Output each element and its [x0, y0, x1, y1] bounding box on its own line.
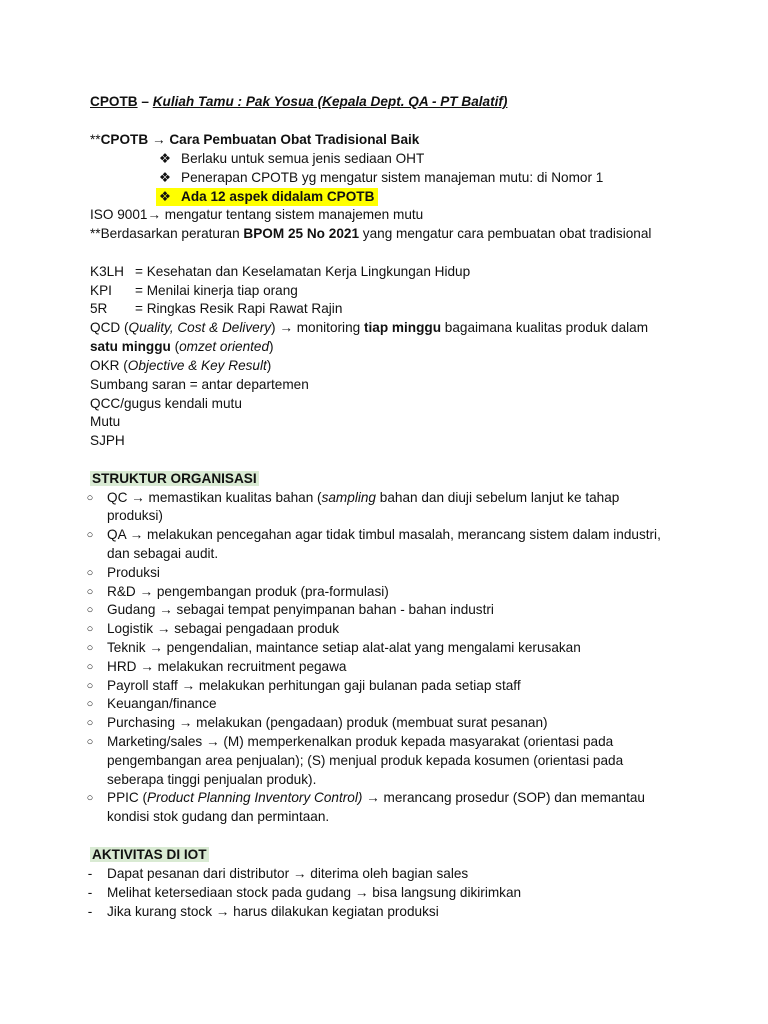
- abbreviation-definition: = Kesehatan dan Keselamatan Kerja Lingkungan Hidup: [135, 264, 471, 279]
- circle-bullet-icon: ○: [86, 623, 94, 635]
- qcd-line-2: [90, 338, 274, 356]
- qcd-line: [90, 319, 648, 337]
- dash-bullet: -: [87, 885, 93, 900]
- diamond-item: Penerapan CPOTB yg mengatur sistem manajeman mutu: di Nomor 1: [181, 170, 604, 185]
- section-heading-aktivitas: [90, 846, 209, 864]
- org-item-text: QC → memastikan kualitas bahan (: [107, 490, 322, 505]
- circle-bullet-icon: ○: [86, 604, 94, 616]
- org-item-rnd: R&D → pengembangan produk (pra-formulasi): [107, 584, 389, 599]
- bpom-pre: **Berdasarkan peraturan: [90, 226, 244, 241]
- activity-item: Dapat pesanan dari distributor → diterima oleh bagian sales: [107, 866, 469, 881]
- circle-bullet-icon: ○: [86, 680, 94, 692]
- misc-line: Mutu: [90, 414, 121, 429]
- circle-bullet-icon: ○: [86, 792, 94, 804]
- abbreviation: 5R: [90, 301, 108, 316]
- iso-line: ISO 9001→ mengatur tentang sistem manajemen mutu: [90, 207, 424, 222]
- qcd-text: QCD (: [90, 320, 129, 335]
- qcd-bold: satu minggu: [90, 339, 171, 354]
- org-item-text: PPIC (: [107, 790, 148, 805]
- definition-stars: **: [90, 132, 101, 147]
- document-title: [90, 93, 507, 111]
- org-item-continuation: pengembangan area penjualan); (S) menjual produk kepada kosumen (orientasi pada: [107, 753, 624, 768]
- org-item-italic: sampling: [321, 490, 376, 505]
- abbreviation-row: [90, 282, 298, 300]
- circle-bullet-icon: ○: [86, 661, 94, 673]
- circle-bullet-icon: ○: [86, 717, 94, 729]
- okr-text: ): [266, 358, 272, 373]
- circle-bullet-icon: ○: [86, 586, 94, 598]
- org-item-payroll: Payroll staff → melakukan perhitungan gaji bulanan pada setiap staff: [107, 678, 521, 693]
- qcd-bold: tiap minggu: [363, 320, 441, 335]
- circle-bullet-icon: ○: [86, 492, 94, 504]
- org-item-continuation: kondisi stok gudang dan permintaan.: [107, 809, 330, 824]
- diamond-item-highlighted: Ada 12 aspek didalam CPOTB: [181, 189, 375, 204]
- dash-bullet: -: [87, 866, 93, 881]
- circle-bullet-icon: ○: [86, 736, 94, 748]
- abbreviation-row: [90, 263, 470, 281]
- org-item-teknik: Teknik → pengendalian, maintance setiap alat-alat yang mengalami kerusakan: [107, 640, 581, 655]
- org-item-purchasing: Purchasing → melakukan (pengadaan) produk (membuat surat pesanan): [107, 715, 548, 730]
- qcd-italic: Quality, Cost & Delivery: [128, 320, 272, 335]
- okr-line: [90, 357, 271, 375]
- misc-line: Sumbang saran = antar departemen: [90, 377, 309, 392]
- title-prefix: CPOTB: [90, 94, 138, 109]
- qcd-text: bagaimana kualitas produk dalam: [441, 320, 649, 335]
- definition-bold: CPOTB → Cara Pembuatan Obat Tradisional Baik: [100, 132, 420, 147]
- org-item-marketing: Marketing/sales → (M) memperkenalkan produk kepada masyarakat (orientasi pada: [107, 734, 614, 749]
- okr-text: OKR (: [90, 358, 128, 373]
- diamond-bullet-icon: ❖: [158, 189, 172, 204]
- org-item-continuation: seberapa tinggi penjualan produk).: [107, 772, 317, 787]
- abbreviation-definition: = Ringkas Resik Rapi Rawat Rajin: [135, 301, 343, 316]
- cpotb-definition: [90, 131, 419, 149]
- title-italic: Kuliah Tamu : Pak Yosua (Kepala Dept. QA - PT Balatif): [152, 94, 508, 109]
- org-item-qc: [107, 489, 619, 507]
- org-item-hrd: HRD → melakukan recruitment pegawa: [107, 659, 347, 674]
- bpom-line: [90, 225, 651, 243]
- activity-item: Melihat ketersediaan stock pada gudang → bisa langsung dikirimkan: [107, 885, 522, 900]
- aktivitas-heading-text: AKTIVITAS DI IOT: [92, 847, 207, 862]
- struktur-heading-text: STRUKTUR ORGANISASI: [92, 471, 257, 486]
- okr-italic: Objective & Key Result: [127, 358, 267, 373]
- bpom-post: yang mengatur cara pembuatan obat tradisional: [359, 226, 652, 241]
- abbreviation: K3LH: [90, 264, 125, 279]
- circle-bullet-icon: ○: [86, 567, 94, 579]
- org-item-logistik: Logistik → sebagai pengadaan produk: [107, 621, 340, 636]
- qcd-italic: omzet oriented: [179, 339, 270, 354]
- org-item-gudang: Gudang → sebagai tempat penyimpanan bahan - bahan industri: [107, 602, 494, 617]
- abbreviation-row: [90, 300, 342, 318]
- qcd-text: (: [170, 339, 180, 354]
- activity-item: Jika kurang stock → harus dilakukan kegiatan produksi: [107, 904, 439, 919]
- org-item-continuation: produksi): [107, 508, 163, 523]
- dash-bullet: -: [87, 904, 93, 919]
- bpom-bold: BPOM 25 No 2021: [243, 226, 359, 241]
- org-item-text: bahan dan diuji sebelum lanjut ke tahap: [375, 490, 620, 505]
- org-item-text: → merancang prosedur (SOP) dan memantau: [362, 790, 645, 805]
- org-item-qa: QA → melakukan pencegahan agar tidak timbul masalah, merancang sistem dalam industri,: [107, 527, 661, 542]
- diamond-bullet-icon: ❖: [158, 170, 172, 185]
- org-item-italic: Product Planning Inventory Control): [147, 790, 363, 805]
- qcd-text: ) → monitoring: [271, 320, 364, 335]
- diamond-item: Berlaku untuk semua jenis sediaan OHT: [181, 151, 425, 166]
- section-heading-struktur: [90, 470, 259, 488]
- circle-bullet-icon: ○: [86, 529, 94, 541]
- org-item-keuangan: Keuangan/finance: [107, 696, 217, 711]
- qcd-text: ): [269, 339, 274, 354]
- circle-bullet-icon: ○: [86, 698, 94, 710]
- circle-bullet-icon: ○: [86, 642, 94, 654]
- misc-line: QCC/gugus kendali mutu: [90, 396, 242, 411]
- org-item-ppic: [107, 789, 645, 807]
- abbreviation: KPI: [90, 283, 112, 298]
- org-item-continuation: dan sebagai audit.: [107, 546, 219, 561]
- abbreviation-definition: = Menilai kinerja tiap orang: [135, 283, 298, 298]
- misc-line: SJPH: [90, 433, 125, 448]
- diamond-bullet-icon: ❖: [158, 151, 172, 166]
- org-item-produksi: Produksi: [107, 565, 160, 580]
- title-separator: –: [137, 94, 153, 109]
